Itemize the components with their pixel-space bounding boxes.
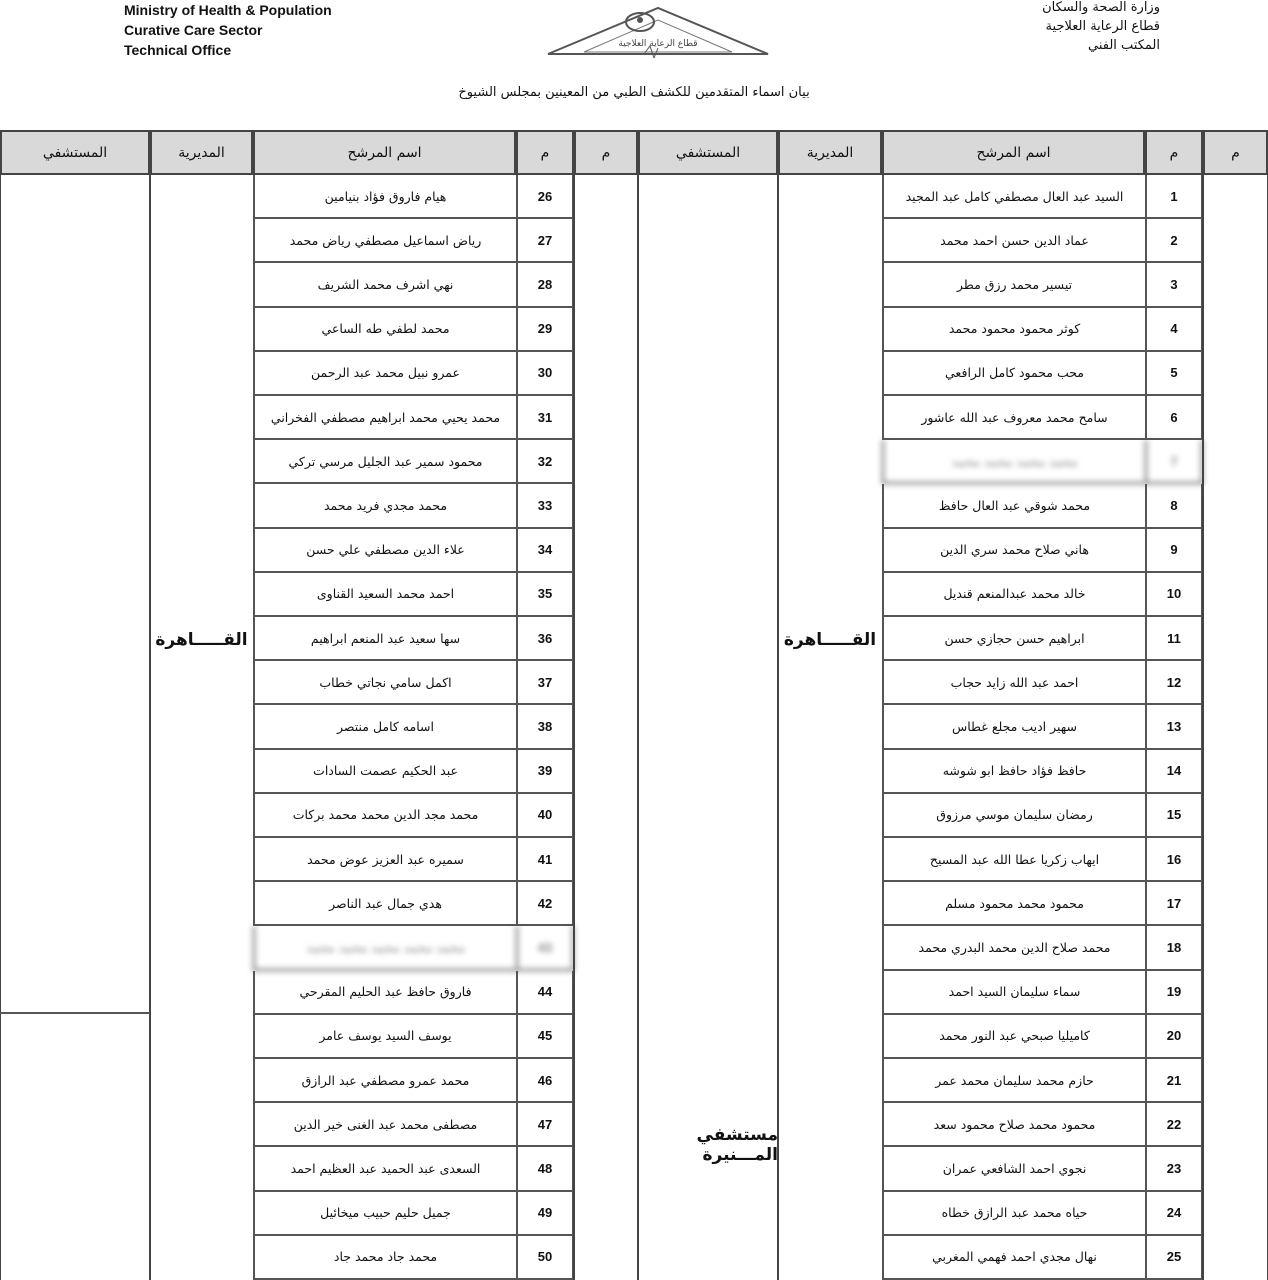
left-row-name: احمد محمد السعيد القناوى (253, 573, 516, 617)
right-row-name: محمد صلاح الدين محمد البدري محمد (882, 926, 1145, 970)
left-row-name: هدي جمال عبد الناصر (253, 882, 516, 926)
right-row-name: محب محمود كامل الرافعي (882, 352, 1145, 396)
left-row-number: 50 (516, 1236, 574, 1280)
right-row-name: كوثر محمود محمود محمد (882, 308, 1145, 352)
right-row-name: خالد محمد عبدالمنعم قنديل (882, 573, 1145, 617)
right-row-name: هاني صلاح محمد سري الدين (882, 529, 1145, 573)
left-row-name: فاروق حافظ عبد الحليم المقرحي (253, 971, 516, 1015)
ministry-header-ar (1042, 0, 1160, 55)
left-row-name: محمود سمير عبد الجليل مرسي تركي (253, 440, 516, 484)
right-head-hospital: المستشفي (638, 130, 778, 175)
left-row-number: 37 (516, 661, 574, 705)
left-row-name: رياض اسماعيل مصطفي رياض محمد (253, 219, 516, 263)
office-line: Technical Office (124, 42, 232, 58)
left-directorate-value: القـــــاهرة (155, 630, 248, 650)
right-row-number: 20 (1145, 1015, 1203, 1059)
right-row-number: 14 (1145, 750, 1203, 794)
left-head-name: اسم المرشح (253, 130, 516, 175)
right-row-number: 12 (1145, 661, 1203, 705)
left-row-name: نهي اشرف محمد الشريف (253, 263, 516, 307)
ministry-line: Ministry of Health & Population (124, 2, 332, 18)
right-row-number: 24 (1145, 1192, 1203, 1236)
sector-logo (544, 2, 772, 58)
right-row-number: 10 (1145, 573, 1203, 617)
left-head-m: م (516, 130, 574, 175)
left-row-name: سميره عبد العزيز عوض محمد (253, 838, 516, 882)
right-row-name: محمد محمد محمد محمد (882, 440, 1145, 484)
right-row-name: حياه محمد عبد الرازق خطاه (882, 1192, 1145, 1236)
right-row-number: 16 (1145, 838, 1203, 882)
right-row-number: 8 (1145, 484, 1203, 528)
right-row-number: 25 (1145, 1236, 1203, 1280)
left-row-number: 30 (516, 352, 574, 396)
left-row-name: محمد مجد الدين محمد محمد بركات (253, 794, 516, 838)
right-row-number: 1 (1145, 175, 1203, 219)
right-row-number: 6 (1145, 396, 1203, 440)
left-row-name: السعدى عبد الحميد عبد العظيم احمد (253, 1147, 516, 1191)
right-row-name: ايهاب زكريا عطا الله عبد المسيح (882, 838, 1145, 882)
left-row-name: اكمل سامي نجاتي خطاب (253, 661, 516, 705)
right-head-m: م (1203, 130, 1268, 175)
left-row-number: 47 (516, 1103, 574, 1147)
left-head-directorate: المديرية (150, 130, 253, 175)
left-row-number: 42 (516, 882, 574, 926)
right-head-m: م (1145, 130, 1203, 175)
left-row-number: 34 (516, 529, 574, 573)
left-row-name: علاء الدين مصطفي علي حسن (253, 529, 516, 573)
left-column-divider (0, 175, 1, 1280)
right-row-number: 17 (1145, 882, 1203, 926)
left-column-divider (573, 175, 575, 1280)
left-row-name: محمد عمرو مصطفي عبد الرازق (253, 1059, 516, 1103)
sector-line: Curative Care Sector (124, 22, 263, 38)
left-row-name: سها سعيد عبد المنعم ابراهيم (253, 617, 516, 661)
left-head-hospital: المستشفي (0, 130, 150, 175)
logo-text: قطاع الرعاية العلاجية (618, 39, 698, 49)
right-row-number: 23 (1145, 1147, 1203, 1191)
left-row-number: 28 (516, 263, 574, 307)
right-row-name: محمد شوقي عبد العال حافظ (882, 484, 1145, 528)
right-row-name: نهال مجدي احمد فهمي المغربي (882, 1236, 1145, 1280)
left-row-name: محمد جاد محمد جاد (253, 1236, 516, 1280)
right-row-name: ابراهيم حسن حجازي حسن (882, 617, 1145, 661)
right-column-divider (1202, 175, 1204, 1280)
left-row-number: 46 (516, 1059, 574, 1103)
right-row-name: تيسير محمد رزق مطر (882, 263, 1145, 307)
right-row-name: عماد الدين حسن احمد محمد (882, 219, 1145, 263)
left-head-m: م (574, 130, 638, 175)
left-row-name: يوسف السيد يوسف عامر (253, 1015, 516, 1059)
left-row-number: 33 (516, 484, 574, 528)
left-row-name: اسامه كامل منتصر (253, 705, 516, 749)
left-row-name: محمد يحيي محمد ابراهيم مصطفي الفخراني (253, 396, 516, 440)
right-row-number: 13 (1145, 705, 1203, 749)
right-row-name: احمد عبد الله زايد حجاب (882, 661, 1145, 705)
ministry-line-ar: وزارة الصحة والسكان (1042, 0, 1160, 15)
left-row-number: 29 (516, 308, 574, 352)
right-row-number: 22 (1145, 1103, 1203, 1147)
document-title: بيان اسماء المتقدمين للكشف الطبي من المعينين بمجلس الشيوخ (458, 85, 810, 100)
left-row-name: محمد لطفي طه الساعي (253, 308, 516, 352)
right-row-number: 3 (1145, 263, 1203, 307)
right-row-name: نجوي احمد الشافعي عمران (882, 1147, 1145, 1191)
right-row-number: 15 (1145, 794, 1203, 838)
left-row-name: هيام فاروق فؤاد بنيامين (253, 175, 516, 219)
right-row-number: 7 (1145, 440, 1203, 484)
right-row-number: 2 (1145, 219, 1203, 263)
left-row-name: مصطفى محمد عبد الغنى خير الدين (253, 1103, 516, 1147)
right-row-name: حازم محمد سليمان محمد عمر (882, 1059, 1145, 1103)
left-row-number: 26 (516, 175, 574, 219)
left-row-number: 40 (516, 794, 574, 838)
left-row-number: 41 (516, 838, 574, 882)
left-row-number: 43 (516, 926, 574, 970)
right-directorate-value: القـــــاهرة (783, 630, 877, 650)
right-row-name: محمود محمد محمود مسلم (882, 882, 1145, 926)
right-row-number: 11 (1145, 617, 1203, 661)
left-row-number: 45 (516, 1015, 574, 1059)
left-row-number: 38 (516, 705, 574, 749)
right-hospital-value: مستشفي المـــنيرة (696, 1125, 778, 1165)
left-row-number: 39 (516, 750, 574, 794)
right-row-number: 21 (1145, 1059, 1203, 1103)
right-row-name: رمضان سليمان موسي مرزوق (882, 794, 1145, 838)
left-row-number: 49 (516, 1192, 574, 1236)
sector-line-ar: قطاع الرعاية العلاجية (1045, 19, 1160, 34)
right-row-name: كاميليا صبحي عبد النور محمد (882, 1015, 1145, 1059)
right-row-name: سهير اديب مجلع غطاس (882, 705, 1145, 749)
left-row-name: محمد مجدي فريد محمد (253, 484, 516, 528)
left-row-number: 36 (516, 617, 574, 661)
left-row-number: 32 (516, 440, 574, 484)
left-row-name: جميل حليم حبيب ميخائيل (253, 1192, 516, 1236)
right-row-number: 19 (1145, 971, 1203, 1015)
left-row-number: 48 (516, 1147, 574, 1191)
right-head-name: اسم المرشح (882, 130, 1145, 175)
right-row-number: 4 (1145, 308, 1203, 352)
left-row-name: عمرو نبيل محمد عبد الرحمن (253, 352, 516, 396)
left-hospital-divider (0, 1012, 150, 1014)
right-row-number: 5 (1145, 352, 1203, 396)
right-head-directorate: المديرية (778, 130, 882, 175)
left-row-name: عبد الحكيم عصمت السادات (253, 750, 516, 794)
right-row-name: سماء سليمان السيد احمد (882, 971, 1145, 1015)
right-row-name: السيد عبد العال مصطفي كامل عبد المجيد (882, 175, 1145, 219)
office-line-ar: المكتب الفني (1088, 38, 1160, 53)
left-row-name: محمد محمد محمد محمد محمد (253, 926, 516, 970)
right-row-name: سامح محمد معروف عبد الله عاشور (882, 396, 1145, 440)
left-row-number: 44 (516, 971, 574, 1015)
right-row-name: محمود محمد صلاح محمود سعد (882, 1103, 1145, 1147)
right-row-number: 18 (1145, 926, 1203, 970)
left-row-number: 31 (516, 396, 574, 440)
ministry-header-en (124, 0, 332, 60)
right-row-name: حافظ فؤاد حافظ ابو شوشه (882, 750, 1145, 794)
left-row-number: 27 (516, 219, 574, 263)
right-row-number: 9 (1145, 529, 1203, 573)
left-row-number: 35 (516, 573, 574, 617)
